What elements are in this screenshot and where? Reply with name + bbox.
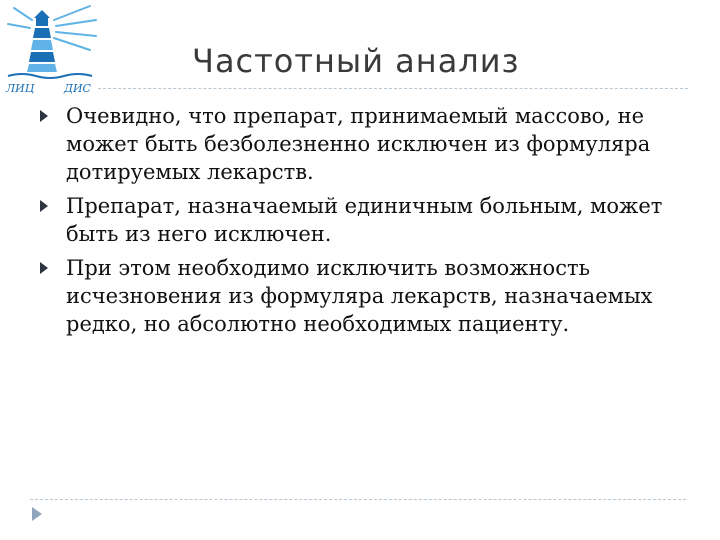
lighthouse-icon — [2, 2, 100, 96]
bullet-item-2 — [40, 192, 690, 248]
bullet-item-1 — [40, 102, 690, 186]
logo-caption-right: ДИС — [64, 82, 91, 95]
bullet-text-1: Очевидно, что препарат, принимаемый массово, не может быть безболезненно исключен из формуляра дотируемых лекарств. — [66, 104, 651, 184]
bullet-text-3: При этом необходимо исключить возможность исчезновения из формуляра лекарств, назначаемых редко, но абсолютно необходимых пациенту. — [66, 256, 653, 336]
lighthouse-logo — [2, 2, 100, 96]
bullet-item-3 — [40, 254, 690, 338]
next-slide-arrow-icon[interactable] — [32, 507, 42, 521]
bullet-list — [40, 102, 690, 344]
slide-title: Частотный анализ — [192, 42, 520, 80]
logo-caption-left: ЛИЦ — [6, 82, 35, 95]
footer-divider — [30, 499, 686, 500]
bullet-text-2: Препарат, назначаемый единичным больным, может быть из него исключен. — [66, 194, 663, 246]
triangle-right-icon — [40, 200, 48, 212]
triangle-right-icon — [40, 110, 48, 122]
title-divider — [98, 88, 688, 89]
triangle-right-icon — [40, 262, 48, 274]
